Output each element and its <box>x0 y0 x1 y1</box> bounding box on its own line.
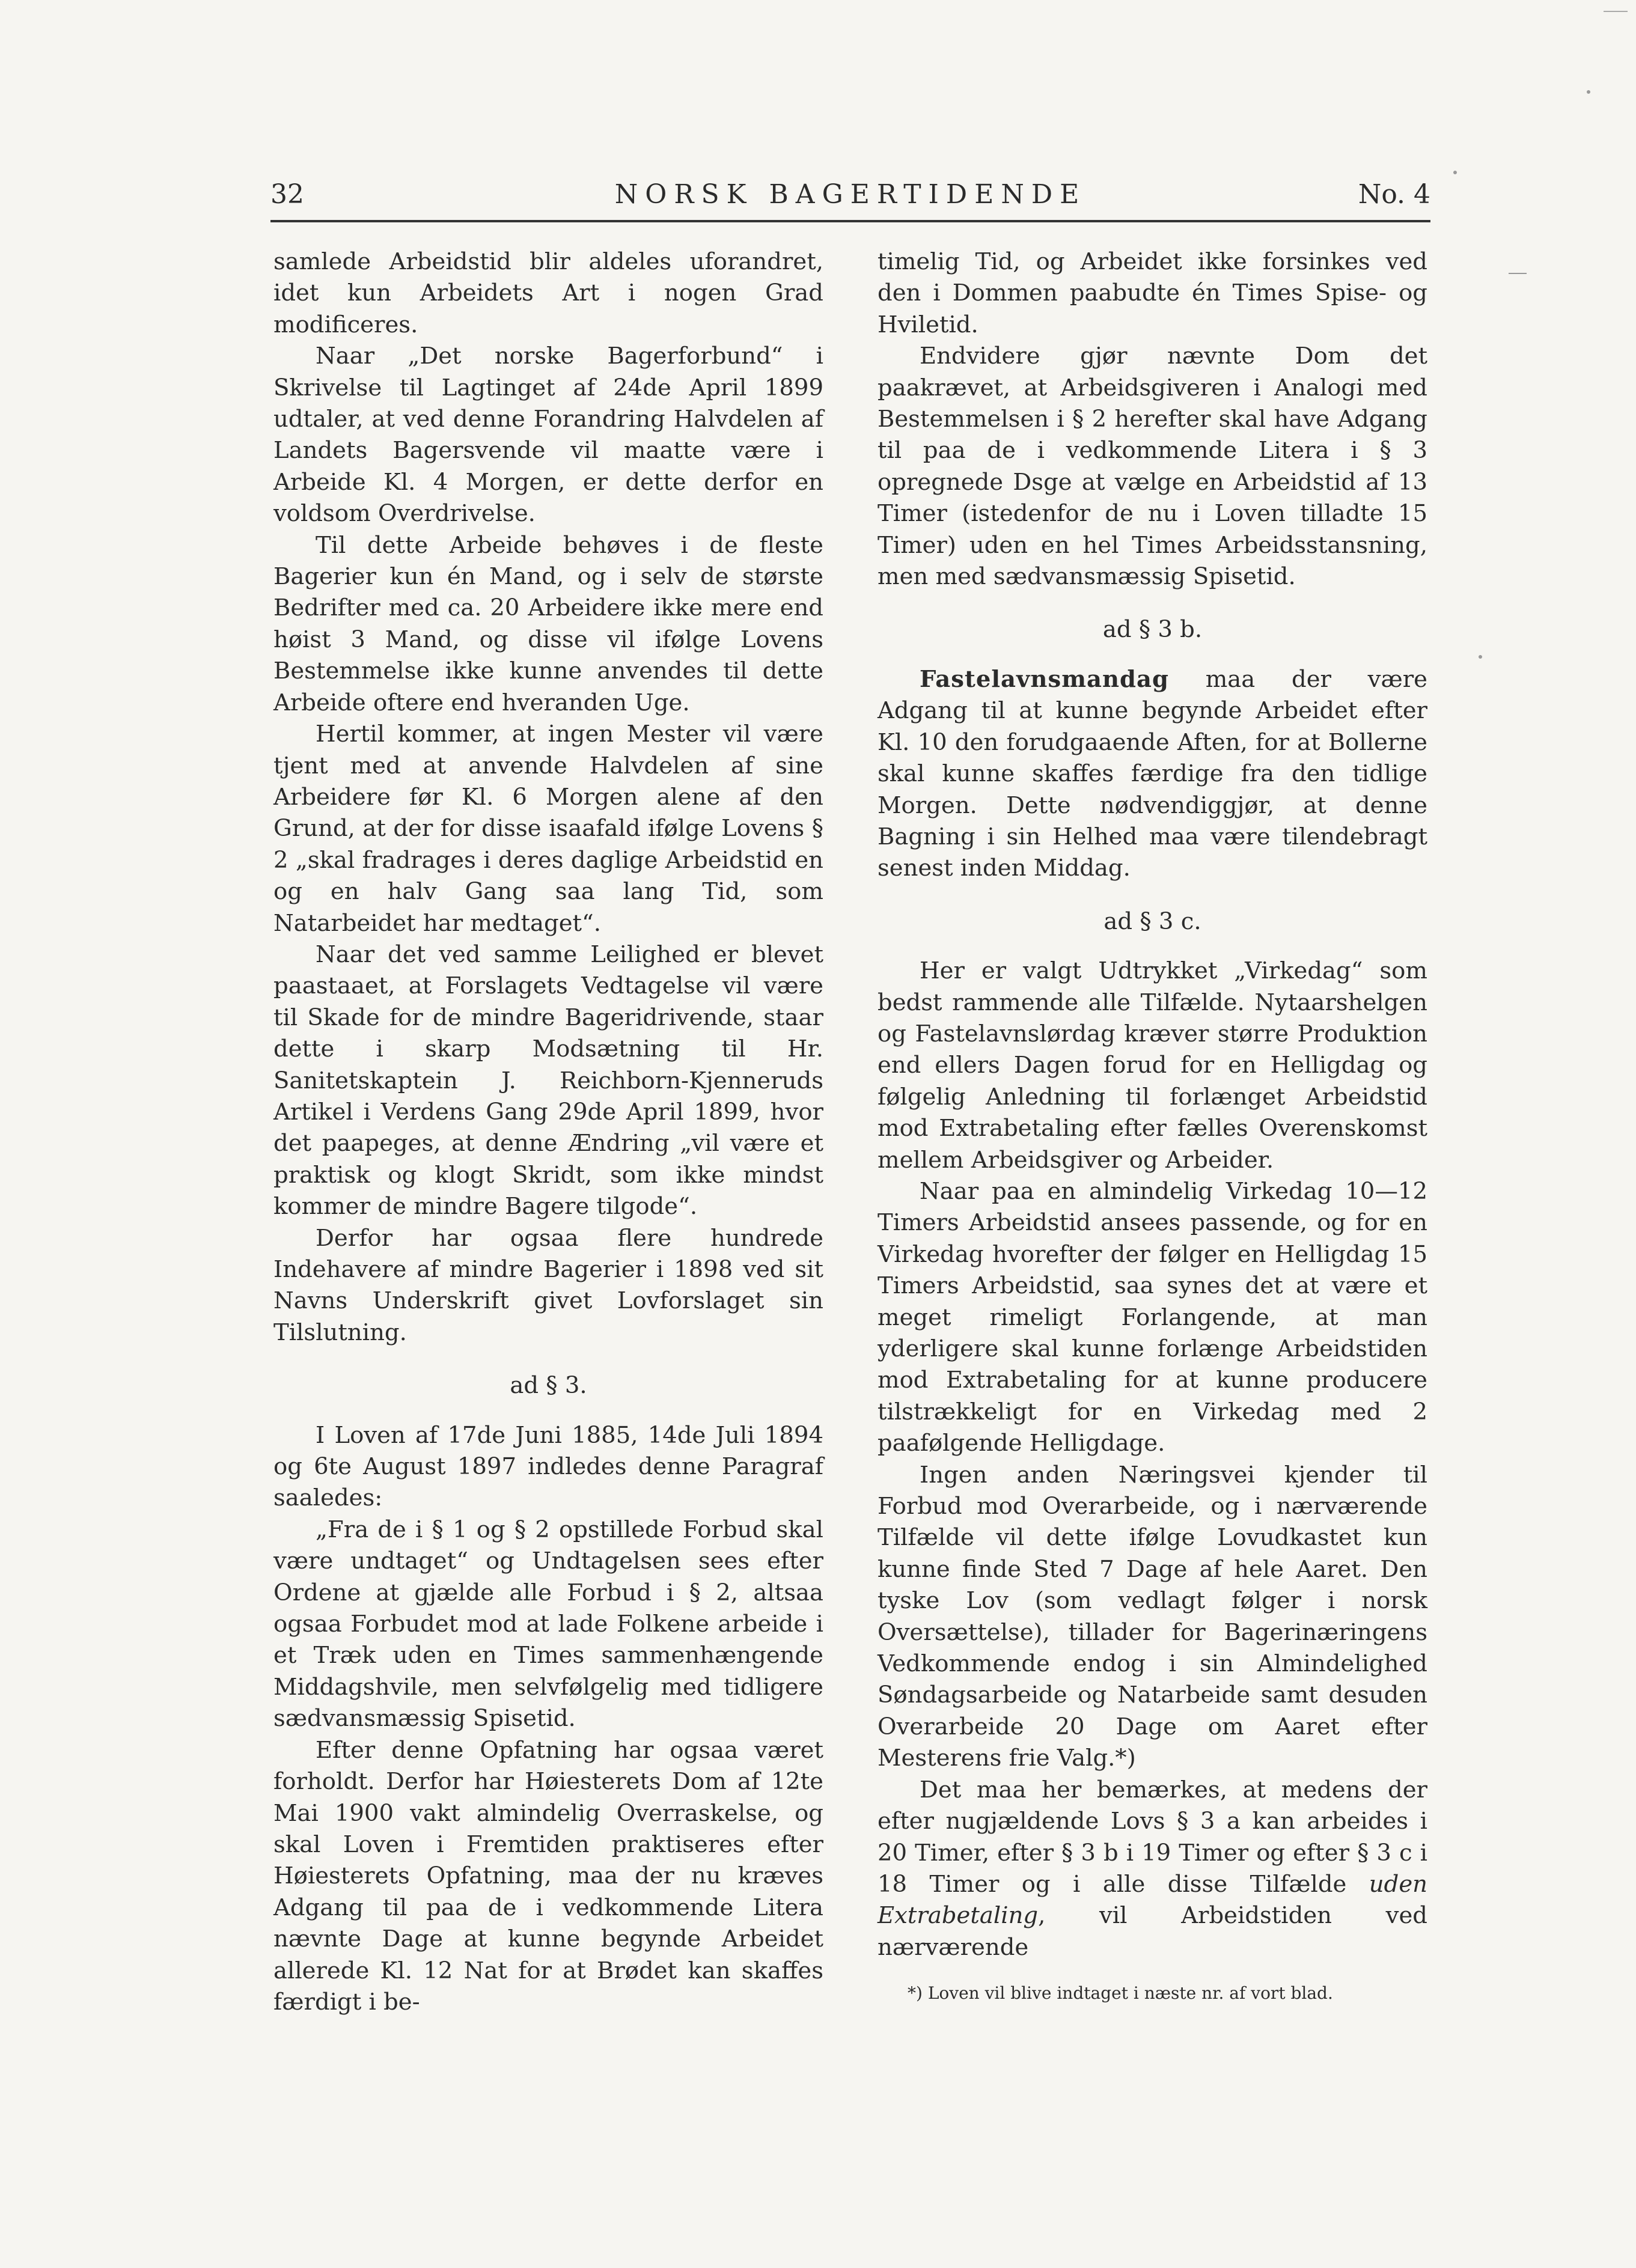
paragraph: Derfor har ogsaa flere hundrede Indehavere af mindre Bagerier i 1898 ved sit Navns Underskrift givet Lovforslaget sin Tilslutning. <box>273 1224 823 1346</box>
footnote: *) Loven vil blive indtaget i næste nr. af vort blad. <box>908 1983 1333 2004</box>
publication-title: NORSK BAGERTIDENDE <box>614 179 1087 210</box>
page-number: 32 <box>270 179 304 210</box>
paragraph-text: Det maa her bemærkes, at medens der efter nugjældende Lovs § 3 a kan arbeides i 20 Timer, efter § 3 b i 19 Timer og efter § 3 c i 18 Timer og i alle disse Tilfælde <box>878 1776 1427 1898</box>
paragraph: Efter denne Opfatning har ogsaa været forholdt. Derfor har Høiesterets Dom af 12te Mai 1900 vakt almindelig Overraskelse, og skal Loven i Fremtiden praktiseres efter Høiesterets Opfatning, maa der nu kræves Adgang til paa de i vedkommende Litera nævnte Dage at kunne begynde Arbeidet allerede Kl. 12 Nat for at Brødet kan skaffes færdigt i be- <box>273 1736 823 2016</box>
paragraph: Ingen anden Næringsvei kjender til Forbud mod Overarbeide, og i nærværende Tilfælde vil dette ifølge Lovudkastet kun kunne finde Sted 7 Dage af hele Aaret. Den tyske Lov (som vedlagt følger i norsk Oversættelse), tillader for Bagerinæringens Vedkommende endog i sin Almindelighed Søndagsarbeide og Natarbeide samt desuden Overarbeide 20 Dage om Aaret efter Mesterens frie Valg.*) <box>878 1461 1427 1772</box>
page-header <box>270 179 1430 215</box>
header-rule <box>270 220 1430 222</box>
issue-number: No. 4 <box>1358 179 1430 210</box>
section-heading: ad § 3 b. <box>1102 616 1203 644</box>
paragraph <box>878 1775 1427 1963</box>
italic-term: uden Extrabetaling <box>878 1870 1427 1930</box>
paragraph <box>878 664 1427 885</box>
paragraph: Naar „Det norske Bagerforbund“ i Skrivelse til Lagtinget af 24de April 1899 udtaler, at ved denne Forandring Halvdelen af Landets Bagersvende vil maatte være i Arbeide Kl. 4 Morgen, er dette derfor en voldsom Overdrivelse. <box>273 343 823 528</box>
paragraph: „Fra de i § 1 og § 2 opstillede Forbud skal være undtaget“ og Undtagelsen sees efter Ordene at gjælde alle Forbud i § 2, altsaa ogsaa Forbudet mod at lade Folkene arbeide i et Træk uden en Times sammenhængende Middagshvile, men selvfølgelig med tidligere sædvansmæssig Spisetid. <box>273 1516 823 1733</box>
paragraph: I Loven af 17de Juni 1885, 14de Juli 1894 og 6te August 1897 indledes denne Paragraf saaledes: <box>273 1421 823 1512</box>
left-column <box>273 246 823 2018</box>
scan-mark <box>1509 273 1527 274</box>
paragraph-text: maa der være Adgang til at kunne begynde Arbeidet efter Kl. 10 den forudgaaende Aften, for at Bollerne skal kunne skaffes færdige fra den tidlige Morgen. Dette nødvendiggjør, at denne Bagning i sin Helhed maa være tilendebragt senest inden Middag. <box>878 665 1427 882</box>
paragraph: timelig Tid, og Arbeidet ikke forsinkes ved den i Dommen paabudte én Times Spise- og Hviletid. <box>878 248 1427 338</box>
section-heading: ad § 3. <box>510 1372 587 1400</box>
scan-speck <box>1453 171 1457 174</box>
scan-speck <box>1587 90 1590 94</box>
bold-term: Fastelavnsmandag <box>920 665 1170 693</box>
paragraph: Endvidere gjør nævnte Dom det paakrævet, at Arbeidsgiveren i Analogi med Bestemmelsen i § 2 herefter skal have Adgang til paa de i vedkommende Litera i § 3 opregnede Dsge at vælge en Arbeidstid af 13 Timer (istedenfor de nu i Loven tilladte 15 Timer) uden en hel Times Arbeidsstansning, men med sædvansmæssig Spisetid. <box>878 343 1427 591</box>
paragraph: Naar det ved samme Leilighed er blevet paastaaet, at Forslagets Vedtagelse vil være til Skade for de mindre Bageridrivende, staar dette i skarp Modsætning til Hr. Sanitetskaptein J. Reichborn-Kjenneruds Artikel i Verdens Gang 29de April 1899, hvor det paapeges, at denne Ændring „vil være et praktisk og klogt Skridt, som ikke mindst kommer de mindre Bagere tilgode“. <box>273 940 823 1221</box>
right-column <box>878 246 1427 2005</box>
scan-speck <box>1479 655 1482 659</box>
paragraph: Hertil kommer, at ingen Mester vil være tjent med at anvende Halvdelen af sine Arbeidere før Kl. 6 Morgen alene af den Grund, at der for disse isaafald ifølge Lovens § 2 „skal fradrages i deres daglige Arbeidstid en og en halv Gang saa lang Tid, som Natarbeidet har medtaget“. <box>273 721 823 937</box>
paragraph: Til dette Arbeide behøves i de fleste Bagerier kun én Mand, og i selv de største Bedrifter med ca. 20 Arbeidere ikke mere end høist 3 Mand, og disse vil ifølge Lovens Bestemmelse ikke kunne anvendes til dette Arbeide oftere end hveranden Uge. <box>273 531 823 716</box>
section-heading: ad § 3 c. <box>1103 907 1201 935</box>
paragraph: Naar paa en almindelig Virkedag 10—12 Timers Arbeidstid ansees passende, og for en Virkedag hvorefter der følger en Helligdag 15 Timers Arbeidstid, saa synes det at være et meget rimeligt Forlangende, at man yderligere skal kunne forlænge Arbeidstiden mod Extrabetaling for at kunne producere tilstrækkeligt for en Virkedag med 2 paafølgende Helligdage. <box>878 1177 1427 1457</box>
paragraph: Her er valgt Udtrykket „Virkedag“ som bedst rammende alle Tilfælde. Nytaarshelgen og Fastelavnslørdag kræver større Produktion end ellers Dagen forud for en Helligdag og følgelig Anledning til forlænget Arbeidstid mod Extrabetaling efter fælles Overenskomst mellem Arbeidsgiver og Arbeider. <box>878 957 1427 1174</box>
paragraph-text: , vil Arbeidstiden ved nærværende <box>878 1902 1427 1961</box>
scan-mark <box>1604 11 1628 12</box>
paragraph: samlede Arbeidstid blir aldeles uforandret, idet kun Arbeidets Art i nogen Grad modificeres. <box>273 248 823 338</box>
